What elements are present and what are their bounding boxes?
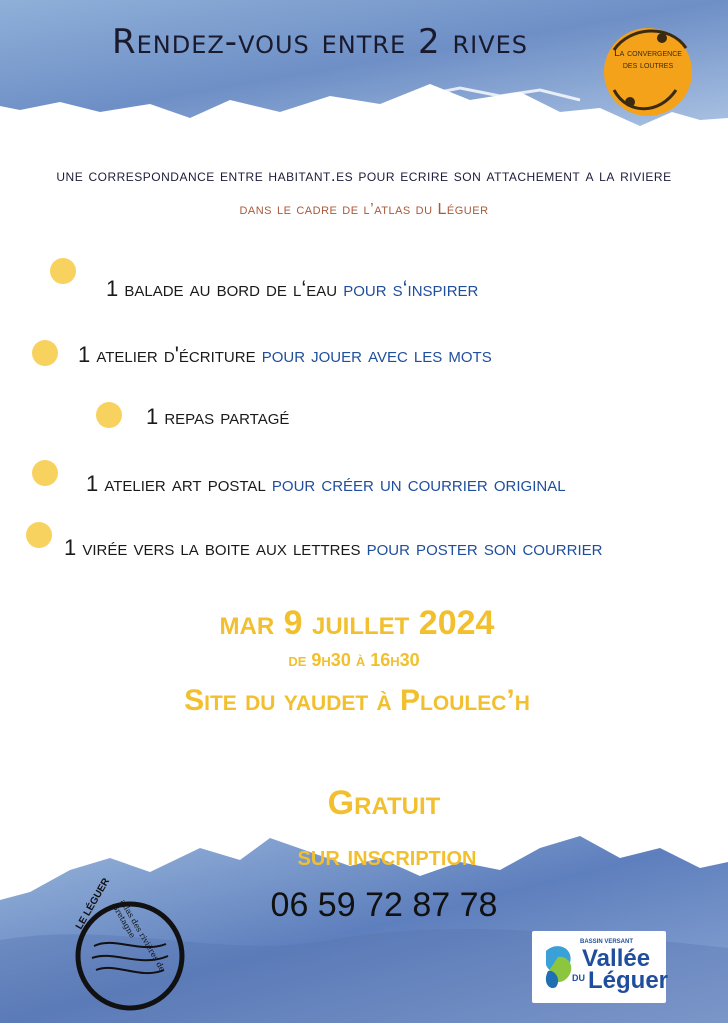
activity-ecriture bbox=[78, 342, 492, 368]
activity-main: 1 balade au bord de l‘eau bbox=[106, 276, 344, 301]
leaf-drop-icon bbox=[540, 941, 580, 991]
bullet-dot-icon bbox=[32, 460, 58, 486]
intro-line: une correspondance entre habitant.es pour ecrire son attachement a la riviere bbox=[56, 166, 672, 185]
activity-detail: pour jouer avec les mots bbox=[261, 342, 492, 367]
activity-detail: pour créer un courrier original bbox=[271, 471, 566, 496]
logo-leguer: Léguer bbox=[588, 967, 669, 994]
leguer-atlas-logo bbox=[70, 876, 190, 1016]
logo-text-line2: des loutres bbox=[622, 60, 674, 71]
activity-repas bbox=[146, 404, 289, 430]
bullet-dot-icon bbox=[50, 258, 76, 284]
event-date: mar 9 juillet 2024 bbox=[219, 604, 495, 642]
activity-main: 1 atelier d'écriture bbox=[78, 342, 262, 367]
registration-label: sur inscription bbox=[297, 840, 477, 871]
page-title: Rendez-vous entre 2 rives bbox=[111, 22, 529, 62]
activity-detail: pour s‘inspirer bbox=[343, 276, 479, 301]
activity-balade bbox=[106, 276, 478, 302]
logo-bassin-versant: BASSIN VERSANT bbox=[580, 939, 634, 945]
logo-vallee: Vallée bbox=[582, 945, 651, 972]
vallee-du-leguer-logo bbox=[532, 931, 669, 1003]
otter-logo bbox=[600, 20, 696, 120]
activity-art-postal bbox=[86, 471, 566, 497]
activity-main: 1 atelier art postal bbox=[86, 471, 272, 496]
atlas-logo-title: LE LÉGUER bbox=[74, 876, 113, 932]
event-place: Site du yaudet à Ploulec’h bbox=[184, 684, 530, 717]
logo-du: DU bbox=[572, 973, 585, 983]
price-label: Gratuit bbox=[327, 784, 441, 822]
phone-number: 06 59 72 87 78 bbox=[270, 886, 498, 924]
intro-atlas-line: dans le cadre de l’atlas du Léguer bbox=[239, 201, 489, 218]
bullet-dot-icon bbox=[96, 402, 122, 428]
bullet-dot-icon bbox=[32, 340, 58, 366]
activity-detail: pour poster son courrier bbox=[366, 535, 603, 560]
bullet-dot-icon bbox=[26, 522, 52, 548]
activity-main: 1 virée vers la boite aux lettres bbox=[64, 535, 367, 560]
activity-main: 1 repas partagé bbox=[146, 404, 290, 429]
atlas-logo-subtitle: atlas des rivières de Bretagne bbox=[110, 898, 167, 974]
activity-viree bbox=[64, 535, 602, 561]
event-hours: de 9h30 à 16h30 bbox=[288, 650, 420, 670]
logo-text-line1: La convergence bbox=[614, 48, 682, 59]
